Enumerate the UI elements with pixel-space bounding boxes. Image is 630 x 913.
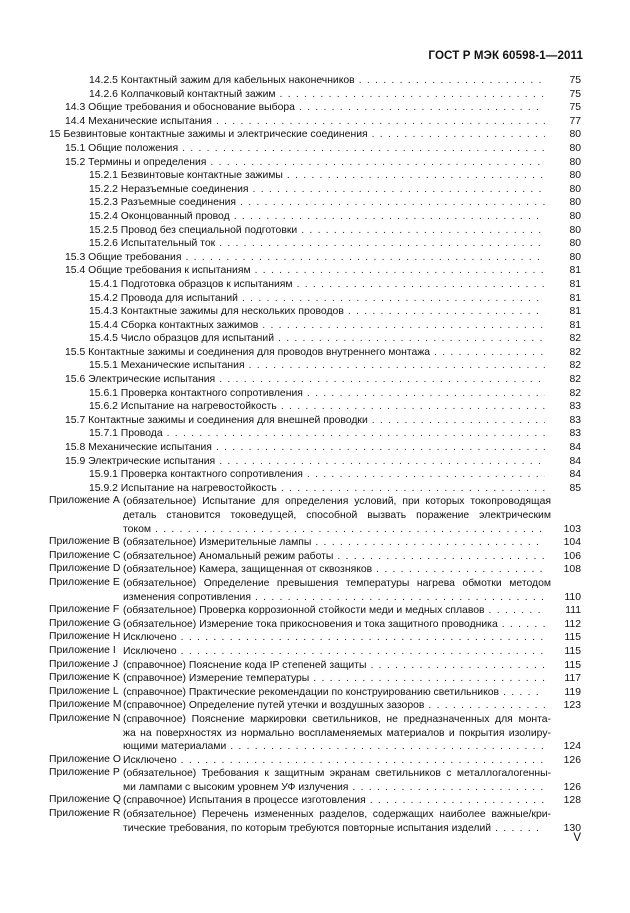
toc-entry-title: Оконцованный провод	[120, 210, 230, 222]
appendix-label: Приложение H	[49, 631, 121, 643]
appendix-label: Приложение B	[49, 536, 120, 548]
dot-leader	[219, 237, 545, 251]
toc-entry[interactable]	[0, 210, 630, 224]
toc-entry-number: 15.2.1	[89, 170, 118, 182]
appendix-title-line: (обязательное) Аномальный режим работы	[123, 550, 334, 562]
toc-entry-number: 15.7	[65, 414, 86, 426]
dot-leader	[242, 292, 545, 306]
dot-leader	[307, 387, 545, 401]
toc-entry-page: 83	[569, 428, 581, 440]
toc-entry-page: 82	[569, 387, 581, 399]
toc-entry-page: 80	[569, 197, 581, 209]
toc-entry[interactable]	[0, 455, 630, 469]
toc-entry-title: Контактные зажимы для нескольких проводов	[120, 306, 344, 318]
appendix-title-line: изменения сопротивления	[123, 591, 251, 603]
appendix-label: Приложение L	[49, 685, 119, 697]
toc-entry-page: 81	[569, 278, 581, 290]
dot-leader	[240, 196, 545, 210]
appendix-title-line: ющими материалами	[123, 741, 227, 753]
dot-leader	[262, 319, 545, 333]
appendix-label: Приложение R	[49, 808, 121, 820]
dot-leader	[181, 631, 545, 645]
appendix-title-line: (обязательное) Измерительные лампы	[123, 537, 312, 549]
dot-leader	[234, 210, 545, 224]
toc-entry-title: Число образцов для испытаний	[120, 333, 275, 345]
dot-leader	[370, 794, 545, 808]
appendix-page: 115	[564, 632, 581, 644]
appendix-entry[interactable]	[0, 577, 630, 604]
appendix-entry[interactable]	[0, 563, 630, 577]
dot-leader	[185, 251, 545, 265]
dot-leader	[181, 754, 545, 768]
toc-entry[interactable]	[0, 183, 630, 197]
appendix-page: 110	[564, 591, 581, 603]
toc-entry-number: 15.2.6	[89, 238, 118, 250]
toc-entry-title: Электрические испытания	[88, 374, 216, 386]
toc-entry-title: Механические испытания	[88, 442, 212, 454]
toc-entry-page: 80	[569, 224, 581, 236]
toc-entry-title: Неразъемные соединения	[120, 183, 249, 195]
dot-leader	[255, 591, 545, 605]
toc-entry[interactable]	[0, 74, 630, 88]
toc-entry-title: Общие требования и обоснование выбора	[88, 102, 295, 114]
toc-entry[interactable]	[0, 468, 630, 482]
toc-entry-page: 82	[569, 374, 581, 386]
toc-entry-title: Провода	[120, 428, 163, 440]
dot-leader	[210, 156, 545, 170]
toc-entry-title: Испытательный ток	[120, 238, 216, 250]
toc-entry[interactable]	[0, 319, 630, 333]
toc-entry[interactable]	[0, 373, 630, 387]
toc-entry-title: Испытание на нагревостойкость	[120, 482, 277, 494]
toc-entry-title: Электрические испытания	[88, 455, 216, 467]
toc-entry-title: Безвинтовые контактные зажимы	[120, 170, 283, 182]
appendix-page: 103	[563, 523, 581, 535]
toc-entry-page: 77	[569, 115, 581, 127]
dot-leader	[434, 346, 545, 360]
toc-entry-number: 15.4.1	[89, 278, 118, 290]
toc-entry-number: 15.3	[65, 251, 86, 263]
appendix-page: 117	[564, 673, 581, 685]
appendix-label: Приложение Q	[49, 794, 121, 806]
dot-leader	[297, 278, 545, 292]
appendix-label: Приложение I	[49, 644, 116, 656]
appendix-page: 130	[563, 822, 581, 834]
dot-leader	[313, 672, 545, 686]
appendix-title-line: (справочное) Измерение температуры	[123, 673, 310, 685]
appendix-page: 115	[564, 659, 581, 671]
appendix-label: Приложение C	[49, 549, 121, 561]
toc-entry[interactable]	[0, 156, 630, 170]
appendix-page: 128	[563, 795, 581, 807]
toc-entry-title: Разъемные соединения	[120, 197, 237, 209]
toc-entry[interactable]	[0, 142, 630, 156]
appendix-label: Приложение F	[49, 604, 120, 616]
toc-entry[interactable]	[0, 88, 630, 102]
dot-leader	[281, 400, 545, 414]
appendix-entry[interactable]	[0, 754, 630, 768]
dot-leader	[287, 169, 545, 183]
toc-entry[interactable]	[0, 115, 630, 129]
appendix-title-line: Исключено	[123, 632, 177, 644]
toc-entry-number: 15.2	[65, 156, 86, 168]
appendix-page: 104	[563, 537, 581, 549]
appendix-title-line: Исключено	[123, 754, 177, 766]
dot-leader	[370, 659, 545, 673]
appendix-label: Приложение E	[49, 576, 120, 588]
toc-entry-page: 83	[569, 414, 581, 426]
toc-entry-title: Общие требования	[88, 251, 182, 263]
dot-leader	[278, 332, 545, 346]
toc-entry-title: Сборка контактных зажимов	[120, 319, 259, 331]
toc-entry[interactable]	[0, 224, 630, 238]
toc-entry-title: Проверка контактного сопротивления	[120, 387, 303, 399]
dot-leader	[372, 128, 545, 142]
toc-entry-number: 15.6.2	[89, 401, 118, 413]
dot-leader	[230, 740, 545, 754]
appendix-entry[interactable]	[0, 808, 630, 835]
toc-entry[interactable]	[0, 169, 630, 183]
toc-entry[interactable]	[0, 237, 630, 251]
toc-entry-page: 81	[569, 292, 581, 304]
toc-entry-page: 81	[569, 306, 581, 318]
toc-entry[interactable]	[0, 332, 630, 346]
dot-leader	[359, 74, 545, 88]
toc-entry-title: Испытание на нагревостойкость	[120, 401, 277, 413]
toc-entry-number: 15.2.5	[89, 224, 118, 236]
appendix-entry[interactable]	[0, 536, 630, 550]
toc-entry-page: 80	[569, 129, 581, 141]
appendix-page: 115	[564, 645, 581, 657]
toc-entry-page: 80	[569, 251, 581, 263]
dot-leader	[253, 183, 545, 197]
appendix-label: Приложение O	[49, 753, 121, 765]
appendix-title-line: (обязательное) Проверка коррозионной стойкости меди и медных сплавов	[123, 605, 485, 617]
toc-entry-number: 15.4.5	[89, 333, 118, 345]
toc-entry-page: 81	[569, 265, 581, 277]
appendix-label: Приложение A	[49, 495, 120, 507]
appendix-label: Приложение P	[49, 767, 120, 779]
toc-entry-number: 15.9	[65, 455, 86, 467]
appendix-entry[interactable]	[0, 550, 630, 564]
dot-leader	[280, 88, 545, 102]
toc-entry[interactable]	[0, 101, 630, 115]
toc-entry[interactable]	[0, 305, 630, 319]
toc-entry-title: Механические испытания	[120, 360, 245, 372]
dot-leader	[348, 305, 545, 319]
dot-leader	[182, 142, 545, 156]
dot-leader	[376, 563, 545, 577]
appendix-title-line: жа на поверхностях из нормально воспламеняемых материалов и покрытия изолиру-	[123, 727, 551, 739]
toc-entry-number: 15.2.3	[89, 197, 118, 209]
appendix-title-line: (справочное) Пояснение кода IP степеней защиты	[123, 659, 367, 671]
toc-entry[interactable]	[0, 264, 630, 278]
dot-leader	[216, 115, 545, 129]
toc-entry-number: 15.4	[65, 265, 86, 277]
dot-leader	[249, 359, 545, 373]
toc-entry-number: 15.7.1	[89, 428, 118, 440]
appendix-title-line: (справочное) Пояснение маркировки светильников, не предназначенных для монта-	[123, 713, 551, 725]
toc-entry-title: Контактные зажимы и соединения для проводов внутреннего монтажа	[88, 346, 431, 358]
toc-entry[interactable]	[0, 278, 630, 292]
appendix-title-line: (справочное) Испытания в процессе изготовления	[123, 795, 366, 807]
appendix-title-line: (обязательное) Перечень измененных разделов, содержащих наиболее важные/кри-	[123, 809, 551, 821]
toc-entry[interactable]	[0, 128, 630, 142]
appendix-page: 119	[564, 686, 581, 698]
toc-entry-title: Колпачковый контактный зажим	[120, 88, 276, 100]
appendix-title-line: ми лампами с высоким уровнем УФ излучения	[123, 781, 349, 793]
toc-entry-page: 84	[569, 469, 581, 481]
appendix-entry[interactable]	[0, 604, 630, 618]
toc-entry-number: 15.2.2	[89, 183, 118, 195]
appendix-entry[interactable]	[0, 713, 630, 754]
standard-designation: ГОСТ Р МЭК 60598-1—2011	[428, 49, 583, 62]
toc-entry-number: 15.6	[65, 374, 86, 386]
dot-leader	[181, 645, 545, 659]
toc-entry-page: 80	[569, 238, 581, 250]
dot-leader	[219, 373, 545, 387]
dot-leader	[219, 455, 545, 469]
toc-entry-page: 80	[569, 156, 581, 168]
dot-leader	[489, 604, 545, 618]
toc-entry[interactable]	[0, 251, 630, 265]
dot-leader	[337, 550, 545, 564]
toc-entry-title: Общие требования к испытаниям	[88, 265, 251, 277]
appendix-title-line: (обязательное) Камера, защищенная от сквозняков	[123, 564, 373, 576]
toc-entry-number: 15.6.1	[89, 387, 118, 399]
appendix-title-line: током	[123, 523, 152, 535]
appendix-title-line: деталь становится токоведущей, способной вызвать поражение электрическим	[123, 510, 551, 521]
dot-leader	[428, 699, 545, 713]
toc-entry[interactable]	[0, 482, 630, 496]
appendix-title-line: Исключено	[123, 645, 177, 657]
toc-entry-page: 84	[569, 455, 581, 467]
dot-leader	[307, 468, 545, 482]
toc-entry-number: 15	[49, 129, 61, 141]
dot-leader	[216, 441, 545, 455]
appendix-page: 126	[563, 754, 581, 766]
appendix-page: 124	[563, 741, 581, 753]
toc-entry-number: 15.4.2	[89, 292, 118, 304]
toc-entry-title: Термины и определения	[88, 156, 207, 168]
dot-leader	[372, 414, 545, 428]
appendix-page: 123	[563, 700, 581, 712]
appendix-page: 106	[563, 550, 581, 562]
appendix-entry[interactable]	[0, 659, 630, 673]
toc-entry-title: Подготовка образцов к испытаниям	[120, 278, 293, 290]
toc-entry[interactable]	[0, 359, 630, 373]
appendix-entry[interactable]	[0, 631, 630, 645]
toc-entry-page: 75	[569, 88, 581, 100]
toc-entry-page: 82	[569, 346, 581, 358]
dot-leader	[315, 536, 545, 550]
toc-entry-number: 14.2.5	[89, 75, 118, 86]
toc-entry-page: 75	[569, 102, 581, 114]
appendix-label: Приложение M	[49, 699, 122, 711]
appendix-title-line: (обязательное) Измерение тока прикосновения и тока защитного проводника	[123, 618, 498, 630]
appendix-label: Приложение N	[49, 712, 121, 724]
dot-leader	[495, 822, 545, 836]
toc-entry-page: 75	[569, 75, 581, 86]
appendix-title-line: (обязательное) Испытание для определения условий, при которых токопроводящая	[123, 496, 551, 508]
dot-leader	[352, 781, 545, 795]
toc-entry[interactable]	[0, 196, 630, 210]
appendix-label: Приложение G	[49, 617, 121, 629]
toc-entry-number: 15.1	[65, 142, 86, 154]
toc-entry-number: 15.8	[65, 442, 86, 454]
toc-entry[interactable]	[0, 346, 630, 360]
toc-entry-number: 14.3	[65, 102, 86, 114]
toc-entry[interactable]	[0, 414, 630, 428]
table-of-contents	[0, 74, 630, 835]
toc-entry-title: Провод без специальной подготовки	[120, 224, 298, 236]
appendix-label: Приложение D	[49, 563, 121, 575]
appendix-page: 112	[564, 618, 581, 630]
toc-entry-page: 81	[569, 319, 581, 331]
toc-entry-number: 14.4	[65, 115, 86, 127]
dot-leader	[255, 264, 545, 278]
toc-entry-number: 15.4.3	[89, 306, 118, 318]
appendix-title-line: (справочное) Практические рекомендации по конструированию светильников	[123, 686, 500, 698]
dot-leader	[503, 686, 545, 700]
toc-entry-page: 85	[569, 482, 581, 494]
dot-leader	[155, 523, 545, 537]
toc-entry-title: Провода для испытаний	[120, 292, 238, 304]
appendix-entry[interactable]	[0, 686, 630, 700]
appendix-entry[interactable]	[0, 672, 630, 686]
toc-entry[interactable]	[0, 441, 630, 455]
toc-entry-title: Контактные зажимы и соединения для внешней проводки	[88, 414, 368, 426]
toc-entry[interactable]	[0, 400, 630, 414]
toc-entry[interactable]	[0, 387, 630, 401]
appendix-entry[interactable]	[0, 699, 630, 713]
appendix-page: 126	[563, 781, 581, 793]
toc-entry-number: 14.2.6	[89, 88, 118, 100]
toc-entry-number: 15.2.4	[89, 210, 118, 222]
dot-leader	[299, 101, 545, 115]
appendix-title-line: (справочное) Определение путей утечки и воздушных зазоров	[123, 700, 425, 712]
toc-entry-page: 82	[569, 333, 581, 345]
toc-entry-page: 83	[569, 401, 581, 413]
toc-entry[interactable]	[0, 427, 630, 441]
appendix-label: Приложение K	[49, 672, 120, 684]
appendix-entry[interactable]	[0, 495, 630, 536]
appendix-entry[interactable]	[0, 645, 630, 659]
toc-entry-title: Безвинтовые контактные зажимы и электрические соединения	[63, 129, 368, 141]
toc-entry-page: 80	[569, 183, 581, 195]
appendix-entry[interactable]	[0, 767, 630, 794]
appendix-page: 108	[563, 564, 581, 576]
toc-entry[interactable]	[0, 292, 630, 306]
toc-entry-number: 15.9.1	[89, 469, 118, 481]
toc-entry-title: Контактный зажим для кабельных наконечников	[120, 75, 355, 86]
appendix-label: Приложение J	[49, 658, 119, 670]
appendix-entry[interactable]	[0, 794, 630, 808]
dot-leader	[281, 482, 545, 496]
toc-entry-page: 80	[569, 142, 581, 154]
toc-entry-page: 84	[569, 442, 581, 454]
toc-entry-number: 15.9.2	[89, 482, 118, 494]
appendix-page: 111	[565, 605, 581, 617]
toc-entry-number: 15.5.1	[89, 360, 118, 372]
toc-entry-page: 82	[569, 360, 581, 372]
toc-entry-page: 80	[569, 210, 581, 222]
toc-entry-title: Проверка контактного сопротивления	[120, 469, 303, 481]
dot-leader	[301, 224, 545, 238]
appendix-entry[interactable]	[0, 618, 630, 632]
toc-entry-title: Общие положения	[88, 142, 179, 154]
toc-entry-title: Механические испытания	[88, 115, 212, 127]
toc-entry-number: 15.4.4	[89, 319, 118, 331]
appendix-title-line: (обязательное) Требования к защитным экранам светильников с металлогалогенны-	[123, 768, 551, 780]
dot-leader	[167, 427, 545, 441]
toc-entry-page: 80	[569, 170, 581, 182]
dot-leader	[502, 618, 545, 632]
appendix-title-line: (обязательное) Определение превышения температуры нагрева обмотки методом	[123, 577, 551, 589]
appendix-title-line: тические требования, по которым требуются повторные испытания изделий	[123, 822, 492, 834]
toc-entry-number: 15.5	[65, 346, 86, 358]
page-folio: V	[573, 832, 581, 844]
